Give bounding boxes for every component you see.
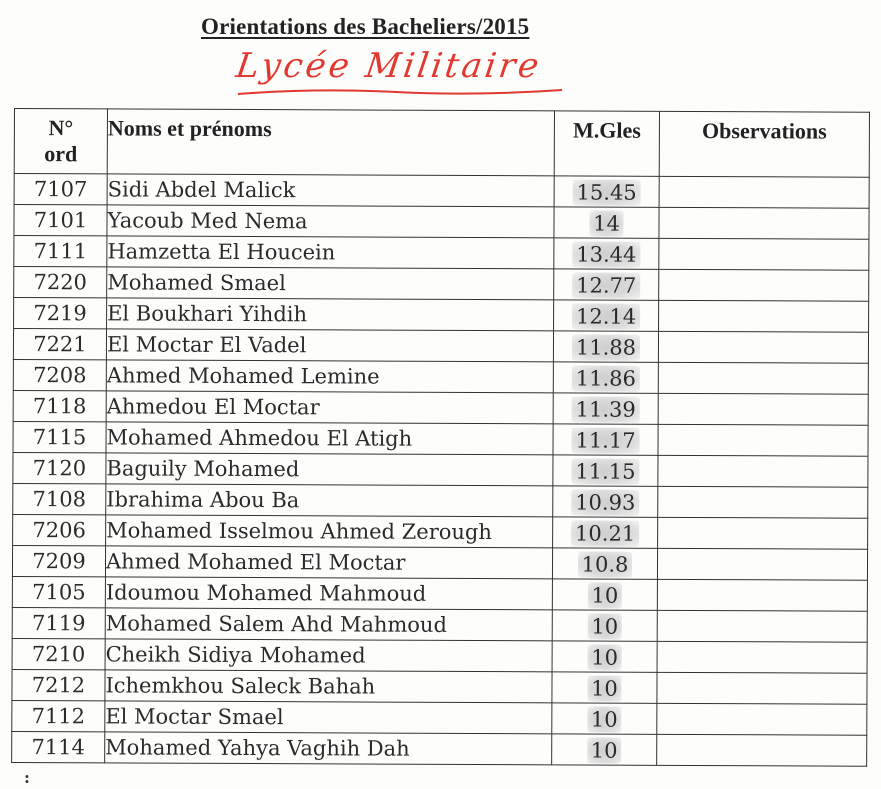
table-row	[14, 267, 869, 302]
header-score: M.Gles	[554, 111, 659, 176]
score-cell	[553, 362, 658, 393]
table-body	[12, 174, 870, 767]
score-value: 10	[587, 738, 622, 764]
name-cell: El Moctar El Vadel	[106, 329, 553, 362]
score-cell	[554, 176, 659, 207]
name-cell: Mohamed Isselmou Ahmed Zerough	[106, 515, 553, 548]
score-value: 11.39	[572, 396, 640, 422]
name-cell: Idoumou Mohamed Mahmoud	[105, 577, 552, 610]
handwritten-note: Lycée Militaire	[233, 46, 545, 86]
score-cell	[552, 579, 657, 610]
table-row	[12, 638, 867, 673]
observations-cell	[658, 455, 868, 487]
name-cell: Ichemkhou Saleck Bahah	[105, 670, 552, 703]
table-row	[14, 174, 869, 209]
observations-cell	[657, 672, 867, 704]
results-table	[11, 108, 870, 767]
header-name: Noms et prénoms	[107, 109, 554, 176]
score-cell	[554, 238, 659, 269]
table-row	[13, 514, 868, 549]
order-number-cell: 7219	[14, 298, 107, 329]
observations-cell	[658, 393, 868, 425]
order-number-cell: 7114	[12, 731, 105, 762]
order-number-cell: 7220	[14, 267, 107, 298]
order-number-cell: 7118	[13, 390, 106, 421]
observations-cell	[657, 610, 867, 642]
score-value: 10	[587, 676, 622, 702]
order-number-cell: 7209	[12, 545, 105, 576]
score-value: 11.88	[572, 334, 640, 360]
header-observations: Observations	[659, 111, 869, 177]
order-number-cell: 7120	[13, 452, 106, 483]
bottom-mark: :	[24, 768, 30, 787]
score-cell	[553, 486, 658, 517]
score-value: 10.8	[578, 551, 633, 577]
name-cell: Cheikh Sidiya Mohamed	[105, 639, 552, 672]
name-cell: Mohamed Smael	[107, 267, 554, 300]
table-row	[14, 236, 869, 271]
observations-cell	[659, 238, 869, 270]
order-number-cell: 7107	[14, 174, 107, 205]
order-number-cell: 7112	[12, 700, 105, 731]
order-number-cell: 7212	[12, 669, 105, 700]
observations-cell	[658, 424, 868, 456]
table-row	[13, 359, 868, 394]
order-number-cell: 7115	[13, 421, 106, 452]
name-cell: Hamzetta El Houcein	[107, 236, 554, 269]
score-cell	[552, 672, 657, 703]
score-cell	[554, 269, 659, 300]
handwritten-underline	[236, 86, 566, 96]
table-row	[13, 421, 868, 456]
table-row	[12, 731, 867, 766]
score-value: 10	[587, 707, 622, 733]
observations-cell	[659, 300, 869, 332]
name-cell: El Moctar Smael	[105, 701, 552, 734]
header-order-number	[14, 109, 107, 174]
score-cell	[554, 207, 659, 238]
score-value: 10.21	[571, 520, 639, 546]
table-row	[13, 390, 868, 425]
observations-cell	[658, 331, 868, 363]
observations-cell	[657, 579, 867, 611]
name-cell: Mohamed Ahmedou El Atigh	[106, 422, 553, 455]
observations-cell	[659, 269, 869, 301]
score-value: 11.15	[571, 458, 639, 484]
score-value: 11.86	[572, 365, 640, 391]
score-cell	[552, 548, 657, 579]
observations-cell	[657, 548, 867, 580]
table-row	[12, 669, 867, 704]
table-row	[13, 329, 868, 364]
document-title: Orientations des Bacheliers/2015	[201, 14, 530, 39]
order-number-cell: 7101	[14, 205, 107, 236]
order-number-cell: 7221	[13, 329, 106, 360]
score-value: 11.17	[571, 427, 639, 453]
order-number-cell: 7105	[12, 576, 105, 607]
observations-cell	[658, 362, 868, 394]
observations-cell	[657, 734, 867, 766]
order-number-cell: 7111	[14, 236, 107, 267]
table-row	[12, 700, 867, 735]
observations-cell	[659, 176, 869, 208]
score-value: 14	[589, 211, 624, 237]
name-cell: Ahmed Mohamed Lemine	[106, 360, 553, 393]
order-number-cell: 7119	[12, 607, 105, 638]
order-number-cell: 7210	[12, 638, 105, 669]
score-value: 15.45	[573, 179, 641, 205]
score-cell	[552, 734, 657, 765]
name-cell: Mohamed Yahya Vaghih Dah	[105, 732, 552, 765]
name-cell: Sidi Abdel Malick	[107, 174, 554, 207]
table-row	[14, 298, 869, 333]
score-value: 12.77	[572, 272, 640, 298]
order-number-cell: 7208	[13, 359, 106, 390]
score-value: 10	[587, 614, 622, 640]
score-cell	[553, 455, 658, 486]
name-cell: Ibrahima Abou Ba	[106, 484, 553, 517]
table-row	[12, 607, 867, 642]
observations-cell	[658, 486, 868, 518]
score-cell	[554, 300, 659, 331]
score-value: 12.14	[572, 303, 640, 329]
table-row	[13, 452, 868, 487]
score-value: 10	[587, 645, 622, 671]
order-number-cell: 7108	[13, 483, 106, 514]
score-cell	[553, 517, 658, 548]
score-cell	[553, 424, 658, 455]
score-cell	[552, 641, 657, 672]
score-cell	[552, 703, 657, 734]
score-cell	[552, 610, 657, 641]
name-cell: Ahmedou El Moctar	[106, 391, 553, 424]
observations-cell	[657, 703, 867, 735]
observations-cell	[658, 517, 868, 549]
score-value: 10.93	[571, 489, 639, 515]
name-cell: Baguily Mohamed	[106, 453, 553, 486]
header-order-number-label: N° ord	[44, 115, 78, 167]
observations-cell	[659, 207, 869, 239]
observations-cell	[657, 641, 867, 673]
table-row	[13, 483, 868, 518]
name-cell: Ahmed Mohamed El Moctar	[105, 546, 552, 579]
table-header-row	[14, 109, 869, 178]
score-value: 10	[587, 583, 622, 609]
table-row	[12, 545, 867, 580]
score-value: 13.44	[572, 241, 640, 267]
table-row	[14, 205, 869, 240]
name-cell: El Boukhari Yihdih	[107, 298, 554, 331]
name-cell: Yacoub Med Nema	[107, 205, 554, 238]
score-cell	[553, 331, 658, 362]
name-cell: Mohamed Salem Ahd Mahmoud	[105, 608, 552, 641]
table-row	[12, 576, 867, 611]
score-cell	[553, 393, 658, 424]
order-number-cell: 7206	[13, 514, 106, 545]
